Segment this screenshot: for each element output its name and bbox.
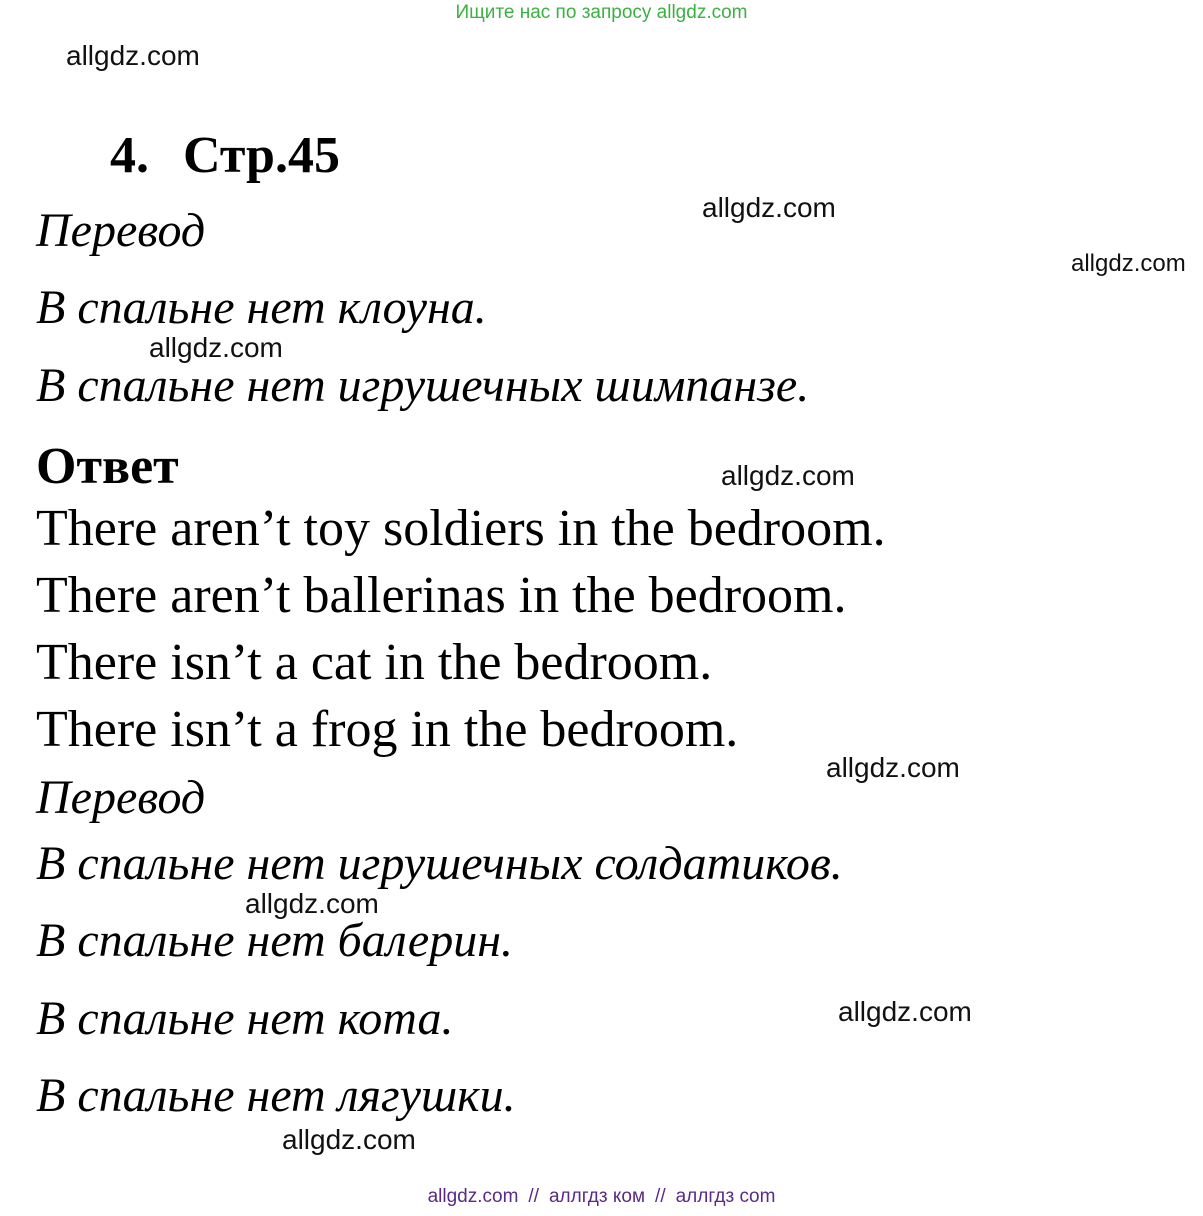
watermark: allgdz.com [838,996,972,1027]
exercise-heading [110,126,340,185]
footer-link[interactable]: аллгдз com [675,1186,776,1207]
answer-line: There aren’t toy soldiers in the bedroom. [36,500,886,557]
watermark: allgdz.com [702,192,836,223]
watermark: allgdz.com [282,1124,416,1155]
translation-label: Перевод [36,204,206,257]
answer-line: There isn’t a cat in the bedroom. [36,634,713,691]
translation-line: В спальне нет игрушечных солдатиков. [36,837,843,890]
watermark: allgdz.com [826,752,960,783]
translation-line: В спальне нет лягушки. [36,1069,516,1122]
watermark: allgdz.com [66,40,200,71]
search-banner[interactable]: Ищите нас по запросу allgdz.com [455,2,748,23]
exercise-number: 4. [110,127,149,184]
translation-line: В спальне нет балерин. [36,914,514,967]
answer-line: There aren’t ballerinas in the bedroom. [36,567,847,624]
footer-link[interactable]: allgdz.com [427,1186,519,1207]
translation-line: В спальне нет игрушечных шимпанзе. [36,359,810,412]
footer-link[interactable]: аллгдз ком [548,1186,646,1207]
footer-separator: // [655,1186,666,1207]
watermark: allgdz.com [245,888,379,919]
answer-line: There isn’t a frog in the bedroom. [36,701,739,758]
page-reference: Стр.45 [183,127,340,184]
watermark: allgdz.com [721,460,855,491]
answer-label: Ответ [36,438,179,495]
watermark: allgdz.com [149,332,283,363]
watermark: allgdz.com [1071,250,1186,277]
translation-label: Перевод [36,771,206,824]
translation-line: В спальне нет клоуна. [36,281,487,334]
footer-separator: // [528,1186,539,1207]
translation-line: В спальне нет кота. [36,992,454,1045]
footer-links [0,1186,1203,1208]
